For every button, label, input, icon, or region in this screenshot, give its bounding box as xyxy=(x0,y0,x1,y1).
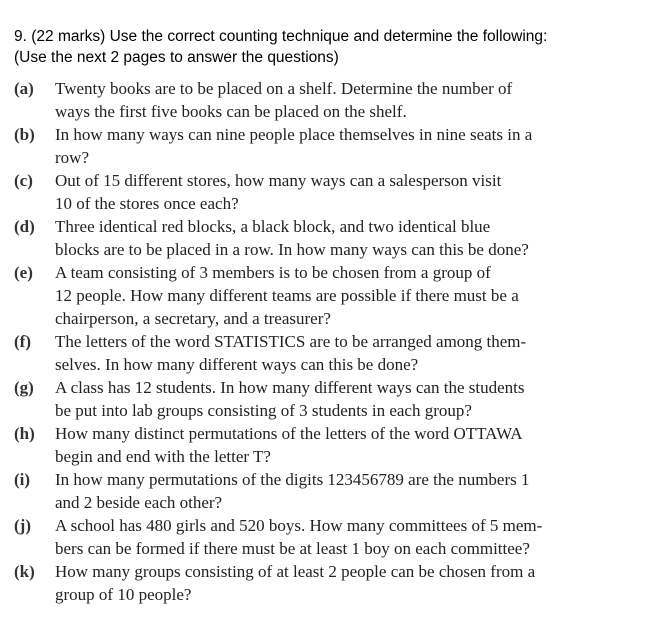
question-j xyxy=(14,514,644,560)
question-text-line: A team consisting of 3 members is to be chosen from a group of xyxy=(55,263,491,282)
question-text-line: Out of 15 different stores, how many ways can a salesperson visit xyxy=(55,171,502,190)
question-text-line: In how many permutations of the digits 123456789 are the numbers 1 xyxy=(55,470,530,489)
question-text-line: selves. In how many different ways can this be done? xyxy=(55,355,419,374)
question-text xyxy=(55,514,644,560)
question-text xyxy=(55,422,644,468)
question-instructions: (Use the next 2 pages to answer the questions) xyxy=(14,49,339,66)
question-text-line: Three identical red blocks, a black block, and two identical blue xyxy=(55,217,491,236)
question-label: (i) xyxy=(14,470,31,489)
question-k xyxy=(14,560,644,606)
question-g xyxy=(14,376,644,422)
question-text-line: and 2 beside each other? xyxy=(55,493,223,512)
question-label: (k) xyxy=(14,562,35,581)
question-text xyxy=(55,376,644,422)
question-text-line: A school has 480 girls and 520 boys. How many committees of 5 mem- xyxy=(55,516,543,535)
question-e xyxy=(14,261,644,330)
question-text-line: 12 people. How many different teams are possible if there must be a xyxy=(55,286,519,305)
question-text-line: 10 of the stores once each? xyxy=(55,194,239,213)
question-label: (b) xyxy=(14,125,35,144)
question-text-line: How many groups consisting of at least 2 people can be chosen from a xyxy=(55,562,536,581)
question-d xyxy=(14,215,644,261)
question-label: (g) xyxy=(14,378,34,397)
question-text-line: In how many ways can nine people place themselves in nine seats in a xyxy=(55,125,533,144)
question-c xyxy=(14,169,644,215)
question-label: (h) xyxy=(14,424,35,443)
question-a xyxy=(14,77,644,123)
question-text-line: be put into lab groups consisting of 3 students in each group? xyxy=(55,401,472,420)
question-text-line: The letters of the word STATISTICS are to be arranged among them- xyxy=(55,332,527,351)
question-text xyxy=(55,560,644,606)
question-label: (e) xyxy=(14,263,33,282)
question-label: (a) xyxy=(14,79,34,98)
question-text-line: ways the first five books can be placed on the shelf. xyxy=(55,102,407,121)
question-title: 9. (22 marks) Use the correct counting technique and determine the following: xyxy=(14,28,548,45)
question-b xyxy=(14,123,644,169)
question-text-line: group of 10 people? xyxy=(55,585,192,604)
question-header xyxy=(14,26,644,68)
question-text xyxy=(55,77,644,123)
question-text-line: begin and end with the letter T? xyxy=(55,447,271,466)
question-text-line: Twenty books are to be placed on a shelf. Determine the number of xyxy=(55,79,513,98)
question-text xyxy=(55,330,644,376)
question-text-line: row? xyxy=(55,148,89,167)
question-text xyxy=(55,123,644,169)
question-i xyxy=(14,468,644,514)
question-label: (f) xyxy=(14,332,31,351)
question-text-line: A class has 12 students. In how many different ways can the students xyxy=(55,378,525,397)
question-label: (j) xyxy=(14,516,31,535)
question-text xyxy=(55,468,644,514)
question-text xyxy=(55,261,644,330)
question-h xyxy=(14,422,644,468)
question-label: (c) xyxy=(14,171,33,190)
question-text-line: bers can be formed if there must be at least 1 boy on each committee? xyxy=(55,539,530,558)
question-text-line: How many distinct permutations of the letters of the word OTTAWA xyxy=(55,424,523,443)
question-text-line: blocks are to be placed in a row. In how many ways can this be done? xyxy=(55,240,529,259)
question-text-line: chairperson, a secretary, and a treasurer? xyxy=(55,309,331,328)
question-list xyxy=(14,77,644,606)
question-text xyxy=(55,215,644,261)
question-f xyxy=(14,330,644,376)
question-label: (d) xyxy=(14,217,35,236)
question-text xyxy=(55,169,644,215)
